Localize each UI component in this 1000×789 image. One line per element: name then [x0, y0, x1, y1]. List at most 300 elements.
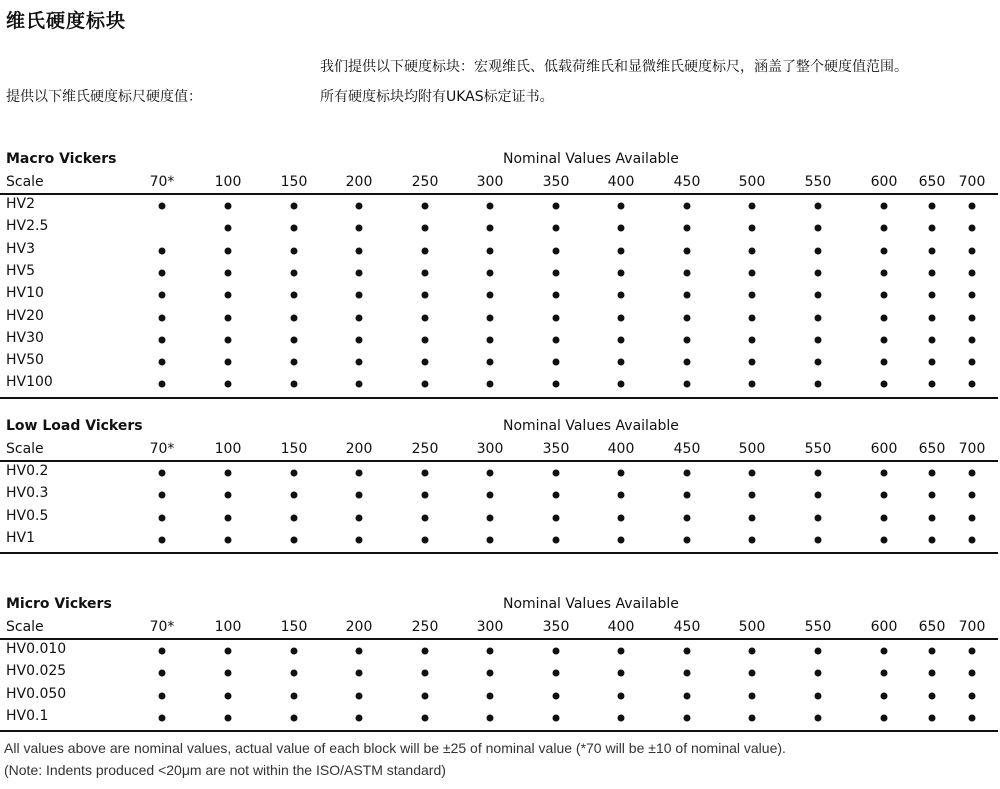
- availability-dot: [487, 692, 494, 699]
- page-title: 维氏硬度标块: [6, 10, 127, 32]
- availability-dot: [422, 225, 429, 232]
- availability-dot: [618, 692, 625, 699]
- column-header: 450: [673, 619, 701, 635]
- column-header: 150: [280, 441, 308, 457]
- availability-dot: [618, 247, 625, 254]
- availability-dot: [618, 470, 625, 477]
- availability-dot: [159, 314, 166, 321]
- availability-dot: [487, 359, 494, 366]
- availability-dot: [881, 225, 888, 232]
- availability-dot: [684, 247, 691, 254]
- availability-dot: [356, 670, 363, 677]
- intro-left-label: 提供以下维氏硬度标尺硬度值：: [6, 89, 202, 105]
- availability-dot: [684, 470, 691, 477]
- availability-dot: [159, 292, 166, 299]
- availability-dot: [969, 536, 976, 543]
- scale-header: Scale: [6, 619, 44, 635]
- availability-dot: [881, 359, 888, 366]
- availability-dot: [487, 269, 494, 276]
- availability-dot: [749, 225, 756, 232]
- availability-dot: [969, 714, 976, 721]
- section-title: Low Load Vickers: [6, 418, 143, 434]
- availability-dot: [929, 336, 936, 343]
- availability-dot: [291, 692, 298, 699]
- availability-dot: [487, 648, 494, 655]
- availability-dot: [684, 336, 691, 343]
- availability-dot: [929, 314, 936, 321]
- availability-dot: [225, 536, 232, 543]
- availability-dot: [553, 292, 560, 299]
- availability-dot: [684, 536, 691, 543]
- availability-dot: [881, 269, 888, 276]
- availability-dot: [291, 292, 298, 299]
- availability-dot: [356, 225, 363, 232]
- availability-dot: [684, 225, 691, 232]
- availability-dot: [749, 470, 756, 477]
- column-header: 300: [476, 174, 504, 190]
- availability-dot: [291, 247, 298, 254]
- availability-dot: [422, 692, 429, 699]
- availability-dot: [881, 648, 888, 655]
- availability-dot: [553, 381, 560, 388]
- availability-dot: [225, 492, 232, 499]
- availability-dot: [749, 269, 756, 276]
- availability-dot: [291, 336, 298, 343]
- availability-dot: [815, 714, 822, 721]
- availability-dot: [291, 225, 298, 232]
- availability-dot: [553, 470, 560, 477]
- availability-dot: [815, 292, 822, 299]
- availability-dot: [969, 336, 976, 343]
- availability-dot: [487, 247, 494, 254]
- row-label: HV0.2: [6, 463, 49, 479]
- availability-dot: [225, 225, 232, 232]
- availability-dot: [553, 514, 560, 521]
- column-header: 600: [870, 174, 898, 190]
- availability-dot: [291, 269, 298, 276]
- column-header: 70*: [149, 619, 175, 635]
- availability-dot: [684, 514, 691, 521]
- intro-line-1: 我们提供以下硬度标块：宏观维氏、低载荷维氏和显微维氏硬度标尺，涵盖了整个硬度值范围。: [320, 59, 908, 75]
- availability-dot: [356, 203, 363, 210]
- row-label: HV1: [6, 529, 36, 546]
- availability-dot: [618, 381, 625, 388]
- availability-dot: [618, 314, 625, 321]
- availability-dot: [881, 692, 888, 699]
- availability-dot: [159, 203, 166, 210]
- availability-dot: [487, 292, 494, 299]
- column-header: 500: [738, 441, 766, 457]
- availability-dot: [618, 359, 625, 366]
- availability-dot: [356, 648, 363, 655]
- availability-dot: [815, 247, 822, 254]
- availability-dot: [881, 536, 888, 543]
- availability-dot: [553, 359, 560, 366]
- column-header: 450: [673, 441, 701, 457]
- column-header: 250: [411, 441, 439, 457]
- availability-dot: [553, 336, 560, 343]
- availability-dot: [618, 648, 625, 655]
- row-label: HV10: [6, 285, 44, 302]
- availability-dot: [815, 670, 822, 677]
- availability-dot: [618, 269, 625, 276]
- availability-dot: [881, 470, 888, 477]
- availability-dot: [969, 359, 976, 366]
- column-header: 550: [804, 619, 832, 635]
- availability-dot: [684, 203, 691, 210]
- availability-dot: [815, 269, 822, 276]
- availability-dot: [618, 670, 625, 677]
- column-header: 600: [870, 619, 898, 635]
- row-label: HV50: [6, 352, 44, 369]
- availability-dot: [969, 670, 976, 677]
- column-header: 700: [958, 619, 986, 635]
- availability-dot: [969, 470, 976, 477]
- availability-dot: [487, 225, 494, 232]
- availability-dot: [684, 269, 691, 276]
- availability-dot: [225, 336, 232, 343]
- availability-dot: [749, 292, 756, 299]
- availability-dot: [422, 536, 429, 543]
- availability-dot: [422, 470, 429, 477]
- availability-dot: [422, 381, 429, 388]
- availability-dot: [225, 648, 232, 655]
- availability-dot: [356, 359, 363, 366]
- availability-dot: [225, 203, 232, 210]
- availability-dot: [422, 269, 429, 276]
- availability-dot: [356, 536, 363, 543]
- availability-dot: [159, 514, 166, 521]
- availability-dot: [356, 514, 363, 521]
- availability-dot: [749, 359, 756, 366]
- availability-dot: [881, 336, 888, 343]
- availability-dot: [815, 336, 822, 343]
- availability-dot: [969, 692, 976, 699]
- availability-dot: [159, 692, 166, 699]
- header-rule: [0, 460, 998, 462]
- availability-dot: [159, 670, 166, 677]
- availability-dot: [356, 292, 363, 299]
- availability-dot: [929, 492, 936, 499]
- availability-dot: [815, 225, 822, 232]
- column-header: 500: [738, 619, 766, 635]
- availability-dot: [969, 514, 976, 521]
- availability-dot: [618, 336, 625, 343]
- availability-dot: [422, 514, 429, 521]
- availability-dot: [881, 381, 888, 388]
- footer-rule: [0, 552, 998, 554]
- availability-dot: [356, 492, 363, 499]
- nominal-values-label: Nominal Values Available: [503, 151, 679, 167]
- availability-dot: [553, 269, 560, 276]
- availability-dot: [291, 670, 298, 677]
- availability-dot: [159, 536, 166, 543]
- availability-dot: [618, 292, 625, 299]
- availability-dot: [159, 336, 166, 343]
- row-label: HV0.3: [6, 485, 49, 502]
- availability-dot: [291, 470, 298, 477]
- section-title: Micro Vickers: [6, 596, 112, 612]
- availability-dot: [815, 692, 822, 699]
- column-header: 100: [214, 441, 242, 457]
- availability-dot: [553, 670, 560, 677]
- availability-dot: [159, 269, 166, 276]
- availability-dot: [684, 692, 691, 699]
- column-header: 400: [607, 174, 635, 190]
- availability-dot: [929, 648, 936, 655]
- availability-dot: [969, 381, 976, 388]
- availability-dot: [422, 247, 429, 254]
- row-label: HV0.5: [6, 507, 49, 524]
- row-label: HV30: [6, 329, 44, 346]
- availability-dot: [422, 670, 429, 677]
- column-header: 400: [607, 441, 635, 457]
- availability-dot: [356, 336, 363, 343]
- availability-dot: [881, 292, 888, 299]
- availability-dot: [684, 292, 691, 299]
- availability-dot: [487, 203, 494, 210]
- availability-dot: [618, 536, 625, 543]
- availability-dot: [225, 714, 232, 721]
- column-header: 450: [673, 174, 701, 190]
- availability-dot: [815, 492, 822, 499]
- availability-dot: [881, 514, 888, 521]
- availability-dot: [291, 514, 298, 521]
- availability-dot: [487, 336, 494, 343]
- availability-dot: [929, 203, 936, 210]
- availability-dot: [969, 292, 976, 299]
- availability-dot: [553, 492, 560, 499]
- availability-dot: [225, 470, 232, 477]
- availability-dot: [969, 492, 976, 499]
- availability-dot: [487, 492, 494, 499]
- footer-rule: [0, 730, 998, 732]
- column-header: 600: [870, 441, 898, 457]
- availability-dot: [225, 247, 232, 254]
- availability-dot: [422, 203, 429, 210]
- row-label: HV20: [6, 307, 44, 324]
- column-header: 150: [280, 619, 308, 635]
- row-label: HV5: [6, 262, 36, 279]
- column-header: 700: [958, 174, 986, 190]
- availability-dot: [225, 514, 232, 521]
- availability-dot: [749, 692, 756, 699]
- row-label: HV3: [6, 240, 36, 257]
- column-header: 300: [476, 441, 504, 457]
- availability-dot: [929, 470, 936, 477]
- availability-dot: [159, 381, 166, 388]
- availability-dot: [969, 247, 976, 254]
- availability-dot: [929, 359, 936, 366]
- availability-dot: [749, 336, 756, 343]
- availability-dot: [969, 203, 976, 210]
- availability-dot: [159, 714, 166, 721]
- header-rule: [0, 193, 998, 195]
- availability-dot: [487, 470, 494, 477]
- availability-dot: [553, 203, 560, 210]
- availability-dot: [618, 492, 625, 499]
- footer-rule: [0, 397, 998, 399]
- availability-dot: [881, 714, 888, 721]
- column-header: 500: [738, 174, 766, 190]
- column-header: 150: [280, 174, 308, 190]
- availability-dot: [815, 359, 822, 366]
- availability-dot: [291, 314, 298, 321]
- availability-dot: [553, 225, 560, 232]
- row-label: HV2: [6, 196, 36, 212]
- availability-dot: [815, 648, 822, 655]
- availability-dot: [684, 714, 691, 721]
- column-header: 250: [411, 619, 439, 635]
- availability-dot: [356, 247, 363, 254]
- column-header: 550: [804, 174, 832, 190]
- availability-dot: [749, 203, 756, 210]
- column-header: 350: [542, 619, 570, 635]
- nominal-values-label: Nominal Values Available: [503, 596, 679, 612]
- availability-dot: [881, 247, 888, 254]
- availability-dot: [291, 203, 298, 210]
- row-label: HV0.1: [6, 707, 49, 724]
- availability-dot: [929, 536, 936, 543]
- availability-dot: [684, 648, 691, 655]
- column-header: 650: [918, 174, 946, 190]
- availability-dot: [749, 492, 756, 499]
- availability-dot: [881, 203, 888, 210]
- availability-dot: [749, 314, 756, 321]
- availability-dot: [618, 514, 625, 521]
- availability-dot: [291, 714, 298, 721]
- availability-dot: [159, 492, 166, 499]
- availability-dot: [929, 381, 936, 388]
- availability-dot: [225, 292, 232, 299]
- availability-dot: [487, 670, 494, 677]
- column-header: 650: [918, 619, 946, 635]
- availability-dot: [422, 314, 429, 321]
- availability-dot: [291, 359, 298, 366]
- availability-dot: [969, 648, 976, 655]
- availability-dot: [553, 692, 560, 699]
- column-header: 700: [958, 441, 986, 457]
- availability-dot: [929, 514, 936, 521]
- availability-dot: [815, 514, 822, 521]
- column-header: 650: [918, 441, 946, 457]
- column-header: 70*: [149, 174, 175, 190]
- availability-dot: [356, 470, 363, 477]
- availability-dot: [422, 336, 429, 343]
- availability-dot: [291, 536, 298, 543]
- availability-dot: [684, 314, 691, 321]
- availability-dot: [291, 492, 298, 499]
- nominal-values-label: Nominal Values Available: [503, 418, 679, 434]
- column-header: 100: [214, 174, 242, 190]
- column-header: 300: [476, 619, 504, 635]
- availability-dot: [815, 536, 822, 543]
- availability-dot: [487, 381, 494, 388]
- row-label: HV0.025: [6, 663, 67, 680]
- availability-dot: [553, 648, 560, 655]
- availability-dot: [553, 247, 560, 254]
- availability-dot: [225, 692, 232, 699]
- intro-line-2: 所有硬度标块均附有UKAS标定证书。: [320, 89, 554, 105]
- availability-dot: [487, 314, 494, 321]
- availability-dot: [291, 648, 298, 655]
- availability-dot: [881, 492, 888, 499]
- availability-dot: [815, 203, 822, 210]
- availability-dot: [881, 314, 888, 321]
- availability-dot: [815, 470, 822, 477]
- availability-dot: [929, 225, 936, 232]
- availability-dot: [684, 492, 691, 499]
- footnote-indent-note: (Note: Indents produced <20μm are not within the ISO/ASTM standard): [4, 762, 446, 778]
- availability-dot: [553, 314, 560, 321]
- availability-dot: [929, 292, 936, 299]
- availability-dot: [749, 714, 756, 721]
- availability-dot: [422, 292, 429, 299]
- availability-dot: [929, 692, 936, 699]
- availability-dot: [356, 692, 363, 699]
- section-title: Macro Vickers: [6, 151, 117, 167]
- row-label: HV0.010: [6, 641, 67, 657]
- scale-header: Scale: [6, 174, 44, 190]
- availability-dot: [225, 670, 232, 677]
- availability-dot: [487, 514, 494, 521]
- availability-dot: [815, 381, 822, 388]
- availability-dot: [684, 359, 691, 366]
- column-header: 250: [411, 174, 439, 190]
- availability-dot: [749, 648, 756, 655]
- availability-dot: [618, 714, 625, 721]
- availability-dot: [749, 514, 756, 521]
- availability-dot: [815, 314, 822, 321]
- column-header: 200: [345, 174, 373, 190]
- availability-dot: [225, 269, 232, 276]
- availability-dot: [553, 536, 560, 543]
- availability-dot: [929, 714, 936, 721]
- availability-dot: [291, 381, 298, 388]
- availability-dot: [356, 314, 363, 321]
- column-header: 400: [607, 619, 635, 635]
- availability-dot: [422, 359, 429, 366]
- availability-dot: [356, 714, 363, 721]
- column-header: 100: [214, 619, 242, 635]
- column-header: 200: [345, 441, 373, 457]
- availability-dot: [225, 359, 232, 366]
- availability-dot: [225, 381, 232, 388]
- header-rule: [0, 638, 998, 640]
- availability-dot: [422, 714, 429, 721]
- footnote-tolerance: All values above are nominal values, actual value of each block will be ±25 of nominal value (*70 will be ±10 of nominal value).: [4, 740, 786, 756]
- availability-dot: [684, 381, 691, 388]
- column-header: 70*: [149, 441, 175, 457]
- availability-dot: [618, 203, 625, 210]
- availability-dot: [749, 247, 756, 254]
- availability-dot: [969, 314, 976, 321]
- availability-dot: [356, 381, 363, 388]
- row-label: HV100: [6, 374, 53, 391]
- availability-dot: [159, 247, 166, 254]
- availability-dot: [356, 269, 363, 276]
- availability-dot: [749, 670, 756, 677]
- availability-dot: [159, 359, 166, 366]
- availability-dot: [749, 381, 756, 388]
- availability-dot: [422, 492, 429, 499]
- availability-dot: [684, 670, 691, 677]
- scale-header: Scale: [6, 441, 44, 457]
- row-label: HV2.5: [6, 218, 49, 235]
- availability-dot: [929, 247, 936, 254]
- availability-dot: [422, 648, 429, 655]
- availability-dot: [487, 714, 494, 721]
